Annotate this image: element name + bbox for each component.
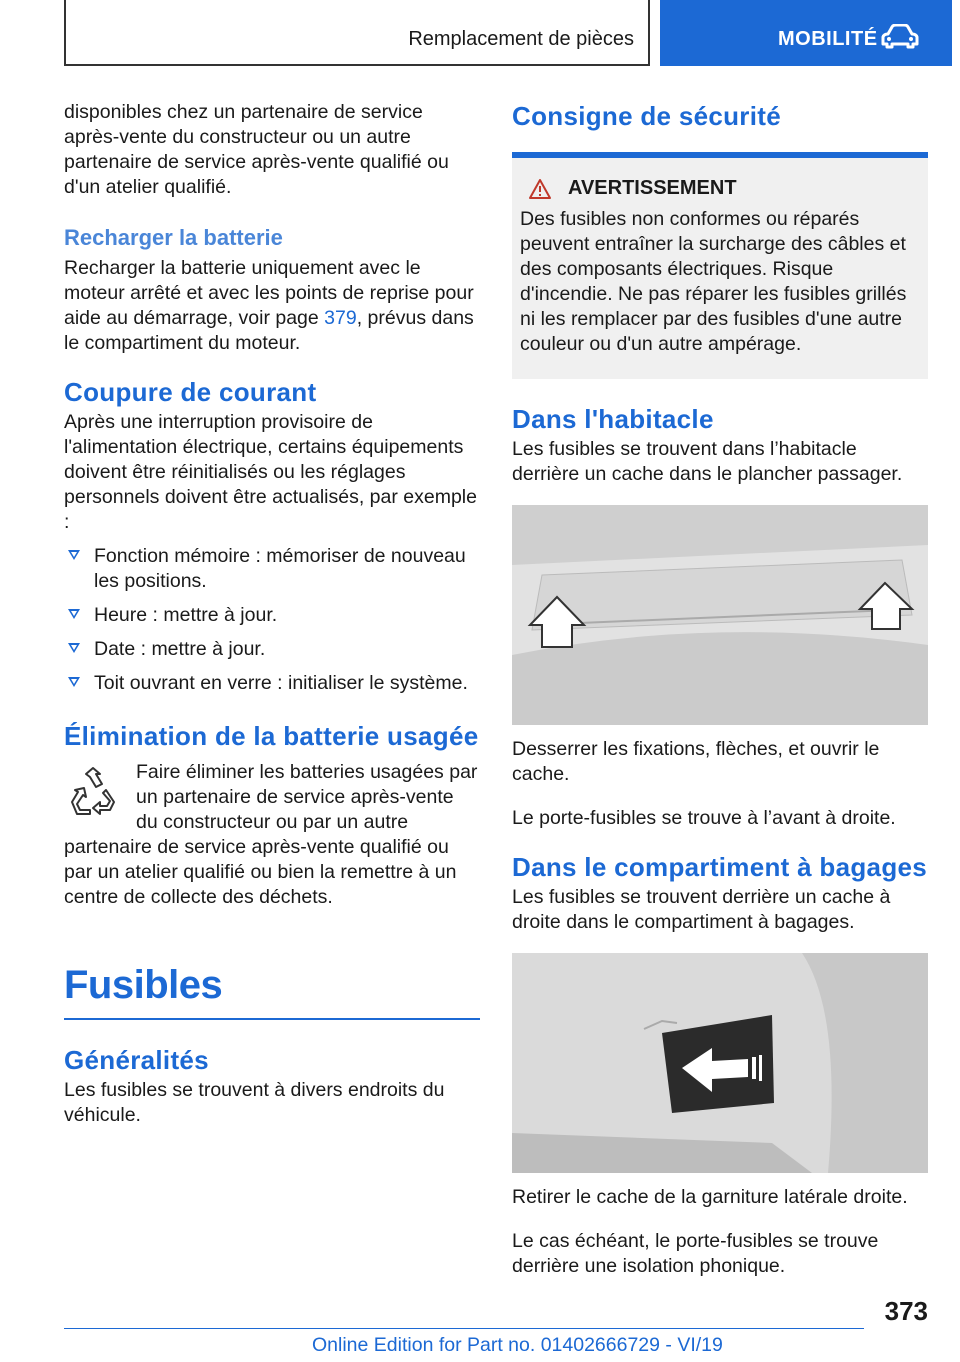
safety-heading: Consigne de sécurité xyxy=(512,101,781,131)
intro-paragraph: disponibles chez un partenaire de service après-vente du constructeur ou un autre partenaire de service après-vente qualifié ou d'un atelier qualifié. xyxy=(64,101,449,198)
list-item-text: Fonction mémoire : mémoriser de nouveau les positions. xyxy=(94,545,466,592)
warning-triangle-icon xyxy=(528,178,552,200)
list-item-text: Date : mettre à jour. xyxy=(94,638,266,660)
elimination-paragraph: Faire éliminer les batteries usagées par un partenaire de service après-vente du constructeur ou par un autre partenaire de service après-vente qualifié ou par un atelier qualifié ou bien la remettre à un centre de collecte des déchets. xyxy=(64,761,478,908)
habitacle-paragraph: Les fusibles se trouvent dans l’habitacle derrière un cache dans le plancher passager. xyxy=(512,438,903,485)
bagages-caption-2: Le cas échéant, le porte-fusibles se trouve derrière une isolation phonique. xyxy=(512,1230,879,1277)
warning-label: AVERTISSEMENT xyxy=(568,177,737,199)
habitacle-heading: Dans l'habitacle xyxy=(512,404,714,434)
car-icon xyxy=(880,24,920,50)
elimination-heading: Élimination de la batterie usagée xyxy=(64,721,479,751)
coupure-paragraph: Après une interruption provisoire de l'alimentation électrique, certains équipements doivent être réinitialisés ou les réglages personnels doivent être actualisés, par exemple : xyxy=(64,411,477,533)
list-item-text: Heure : mettre à jour. xyxy=(94,604,278,626)
bagages-illustration xyxy=(512,953,928,1173)
header-chapter-title: MOBILITÉ xyxy=(778,28,878,50)
recharge-heading: Recharger la batterie xyxy=(64,225,283,250)
left-column xyxy=(64,100,480,1128)
recharge-text-after: , prévus dans le compartiment du moteur. xyxy=(64,307,474,354)
bullet-triangle-icon xyxy=(68,550,80,560)
generalites-heading: Généralités xyxy=(64,1045,209,1075)
generalites-paragraph: Les fusibles se trouvent à divers endroits du véhicule. xyxy=(64,1079,445,1126)
list-item xyxy=(64,637,480,662)
coupure-list xyxy=(64,544,480,696)
list-item-text: Toit ouvrant en verre : initialiser le système. xyxy=(94,672,468,694)
bagages-photo xyxy=(512,953,928,1173)
warning-header xyxy=(520,176,920,201)
fusibles-title: Fusibles xyxy=(64,963,223,1007)
elimination-block xyxy=(64,760,480,910)
recycling-icon xyxy=(66,766,120,820)
habitacle-caption-1: Desserrer les fixations, flèches, et ouvrir le cache. xyxy=(512,738,880,785)
list-item xyxy=(64,544,480,594)
coupure-heading: Coupure de courant xyxy=(64,377,317,407)
right-column xyxy=(512,100,928,1279)
edition-text: Online Edition for Part no. 01402666729 - VI/19 xyxy=(312,1334,723,1356)
habitacle-illustration xyxy=(512,505,928,725)
bagages-caption-1: Retirer le cache de la garniture latérale droite. xyxy=(512,1186,908,1208)
bagages-heading: Dans le compartiment à bagages xyxy=(512,852,928,882)
habitacle-caption-2: Le porte-fusibles se trouve à l’avant à droite. xyxy=(512,807,896,829)
bullet-triangle-icon xyxy=(68,609,80,619)
warning-box xyxy=(512,152,928,379)
header-chapter-box xyxy=(660,0,952,66)
bullet-triangle-icon xyxy=(68,677,80,687)
habitacle-photo xyxy=(512,505,928,725)
header-section-box xyxy=(64,0,650,66)
footer-rule xyxy=(64,1328,864,1329)
header-section-title: Remplacement de pièces xyxy=(408,28,634,50)
list-item xyxy=(64,671,480,696)
recharge-text-before: Recharger la batterie uniquement avec le moteur arrêté et avec les points de reprise pour aide au démarrage, voir page xyxy=(64,257,474,329)
fusibles-rule xyxy=(64,1018,480,1020)
bagages-paragraph: Les fusibles se trouvent derrière un cache à droite dans le compartiment à bagages. xyxy=(512,886,891,933)
recharge-paragraph xyxy=(64,256,480,356)
page-link[interactable]: 379 xyxy=(324,307,357,329)
bullet-triangle-icon xyxy=(68,643,80,653)
list-item xyxy=(64,603,480,628)
page-number: 373 xyxy=(884,1296,928,1326)
warning-text: Des fusibles non conformes ou réparés peuvent entraîner la surcharge des câbles et des composants électriques. Risque d'incendie. Ne pas réparer les fusibles grillés ni les remplacer par des fusibles d'une autre couleur ou d'un autre ampérage. xyxy=(520,208,907,355)
